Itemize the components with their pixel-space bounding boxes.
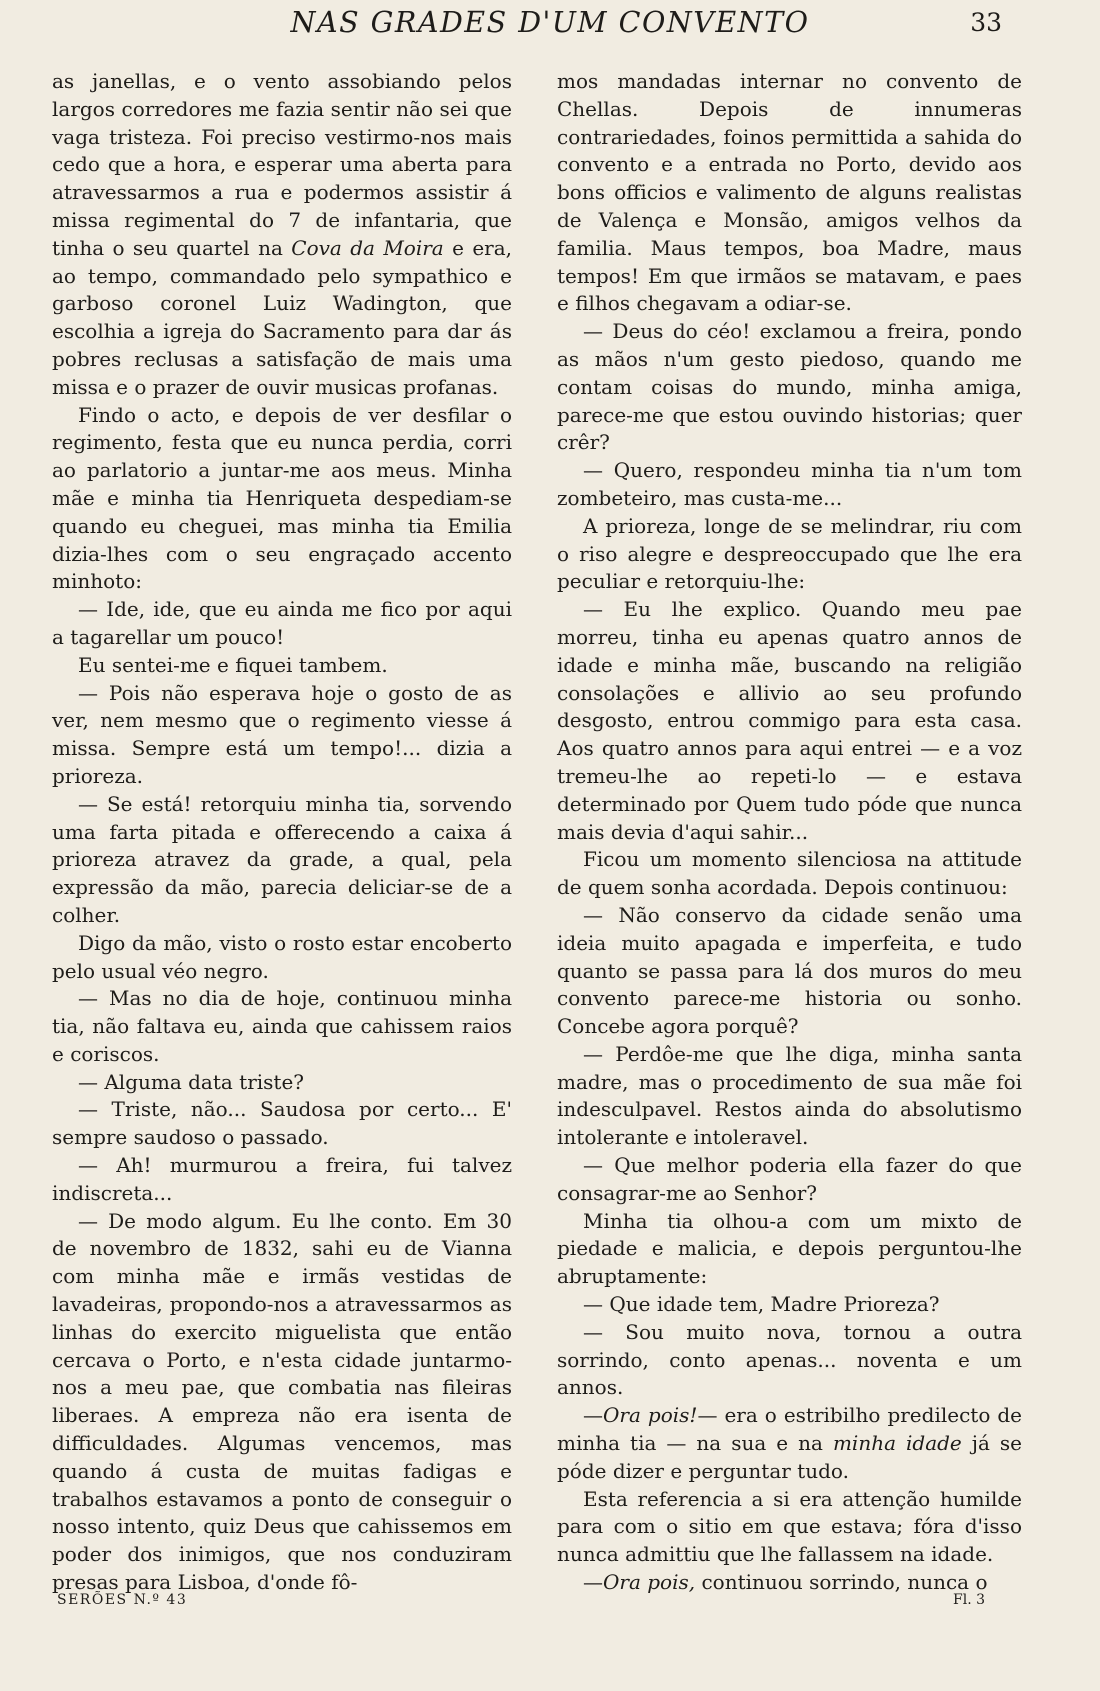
paragraph: Findo o acto, e depois de ver desfilar o regimento, festa que eu nunca perdia, corri ao parlatorio a juntar-me aos meus. Minha mãe e minha tia Henriqueta despediam-se quando eu cheguei, mas minha tia Emilia dizia-lhes com o seu engraçado accento minhoto: [52, 402, 512, 594]
paragraph: — Quero, respondeu minha tia n'um tom zombeteiro, mas custa-me... [557, 458, 1022, 510]
paragraph: Digo da mão, visto o rosto estar encoberto pelo usual véo negro. [52, 930, 512, 983]
paragraph: — Ide, ide, que eu ainda me fico por aqui a tagarellar um pouco! [52, 597, 512, 649]
text-segment: as janellas, e o vento assobiando pelos largos corredores me fazia sentir não sei que vaga tristeza. Foi preciso vestirmo-nos mais cedo que a hora, e esperar uma aberta para atravessarmos a rua e podermos assistir á missa regimental do 7 de infantaria, que tinha o seu quartel na [52, 69, 512, 260]
paragraph: Minha tia olhou-a com um mixto de piedade e malicia, e depois perguntou-lhe abruptamente: [557, 1208, 1022, 1289]
text-segment: e era, ao tempo, commandado pelo sympathico e garboso coronel Luiz Wadington, que escolhia a igreja do Sacramento para dar ás pobres reclusas a satisfação de mais uma missa e o prazer de ouvir musicas profanas. [52, 235, 513, 399]
paragraph: — Eu lhe explico. Quando meu pae morreu, tinha eu apenas quatro annos de idade e minha mãe, buscando na religião consolações e allivio ao seu profundo desgosto, entrou commigo para esta casa. Aos quatro annos para aqui entrei — e a voz tremeu-lhe ao repeti-lo — e estava determinado por Quem tudo póde que nunca mais devia d'aqui sahir... [557, 597, 1022, 844]
paragraph: Eu sentei-me e fiquei tambem. [78, 652, 388, 677]
text-segment: já se póde dizer e perguntar tudo. [557, 1431, 1023, 1483]
paragraph: — Perdôe-me que lhe diga, minha santa madre, mas o procedimento de sua mãe foi indesculpavel. Restos ainda do absolutismo intolerante e intoleravel. [557, 1041, 1022, 1150]
left-column [52, 68, 512, 1597]
text-segment: continuou sorrindo, nunca o [701, 1570, 988, 1595]
right-column [557, 68, 1022, 1597]
paragraph: — Que idade tem, Madre Prioreza? [583, 1292, 940, 1317]
italic-phrase: Ora pois, [603, 1570, 696, 1595]
paragraph: — Sou muito nova, tornou a outra sorrindo, conto apenas... noventa e um annos. [557, 1319, 1022, 1400]
paragraph: — Que melhor poderia ella fazer do que consagrar-me ao Senhor? [557, 1153, 1022, 1205]
italic-place-name: Cova da Moira [291, 235, 444, 260]
paragraph: A prioreza, longe de se melindrar, riu com o riso alegre e despreoccupado que lhe era peculiar e retorquiu-lhe: [557, 513, 1022, 594]
paragraph: — Pois não esperava hoje o gosto de as ver, nem mesmo que o regimento viesse á missa. Sempre está um tempo!... dizia a prioreza. [52, 680, 512, 788]
text-segment: — [583, 1403, 603, 1428]
paragraph: Ficou um momento silenciosa na attitude de quem sonha acordada. Depois continuou: [557, 847, 1022, 900]
text-segment: — [583, 1570, 603, 1595]
paragraph: — Alguma data triste? [78, 1069, 305, 1094]
text-segment: — era o estribilho predilecto de minha tia — na sua e na [557, 1403, 1023, 1456]
paragraph: — Não conservo da cidade senão uma ideia muito apagada e imperfeita, e tudo quanto se passa para lá dos muros do meu convento parece-me historia ou sonho. Concebe agora porquê? [557, 902, 1022, 1039]
running-title: NAS GRADES D'UM CONVENTO [290, 6, 810, 39]
italic-phrase: Ora pois! [603, 1403, 698, 1428]
paragraph: Esta referencia a si era attenção humilde para com o sitio em que estava; fóra d'isso nunca admittiu que lhe fallassem na idade. [557, 1486, 1022, 1567]
paragraph: — De modo algum. Eu lhe conto. Em 30 de novembro de 1832, sahi eu de Vianna com minha mãe e irmãs vestidas de lavadeiras, propondo-nos a atravessarmos as linhas do exercito miguelista que então cercava o Porto, e n'esta cidade juntarmo-nos a meu pae, que combatia nas fileiras liberaes. A empreza não era isenta de difficuldades. Algumas vencemos, mas quando á custa de muitas fadigas e trabalhos estavamos a ponto de conseguir o nosso intento, quiz Deus que cahissemos em poder dos inimigos, que nos conduziram presas para Lisboa, d'onde fô- [52, 1208, 512, 1595]
paragraph: — Deus do céo! exclamou a freira, pondo as mãos n'um gesto piedoso, quando me contam coisas do mundo, minha amiga, parece-me que estou ouvindo historias; quer crêr? [557, 319, 1022, 455]
paragraph: — Ah! murmurou a freira, fui talvez indiscreta... [52, 1153, 512, 1205]
paragraph: — Se está! retorquiu minha tia, sorvendo uma farta pitada e offerecendo a caixa á prioreza atravez da grade, a qual, pela expressão da mão, parecia deliciar-se de a colher. [52, 791, 512, 927]
footer-issue-label: SERÕES N.º 43 [57, 1592, 188, 1608]
paragraph: mos mandadas internar no convento de Chellas. Depois de innumeras contrariedades, foinos permittida a sahida do convento e a entrada no Porto, devido aos bons officios e valimento de alguns realistas de Valença e Monsão, amigos velhos da familia. Maus tempos, boa Madre, maus tempos! Em que irmãos se matavam, e paes e filhos chegavam a odiar-se. [557, 69, 1022, 316]
paragraph: — Triste, não... Saudosa por certo... E' sempre saudoso o passado. [52, 1097, 512, 1150]
footer-signature-label: Fl. 3 [953, 1592, 985, 1608]
paragraph [52, 68, 512, 402]
paragraph [557, 1402, 1022, 1485]
page-number: 33 [970, 8, 1002, 37]
paragraph: — Mas no dia de hoje, continuou minha tia, não faltava eu, ainda que cahissem raios e coriscos. [52, 986, 512, 1066]
italic-phrase: minha idade [832, 1431, 962, 1456]
